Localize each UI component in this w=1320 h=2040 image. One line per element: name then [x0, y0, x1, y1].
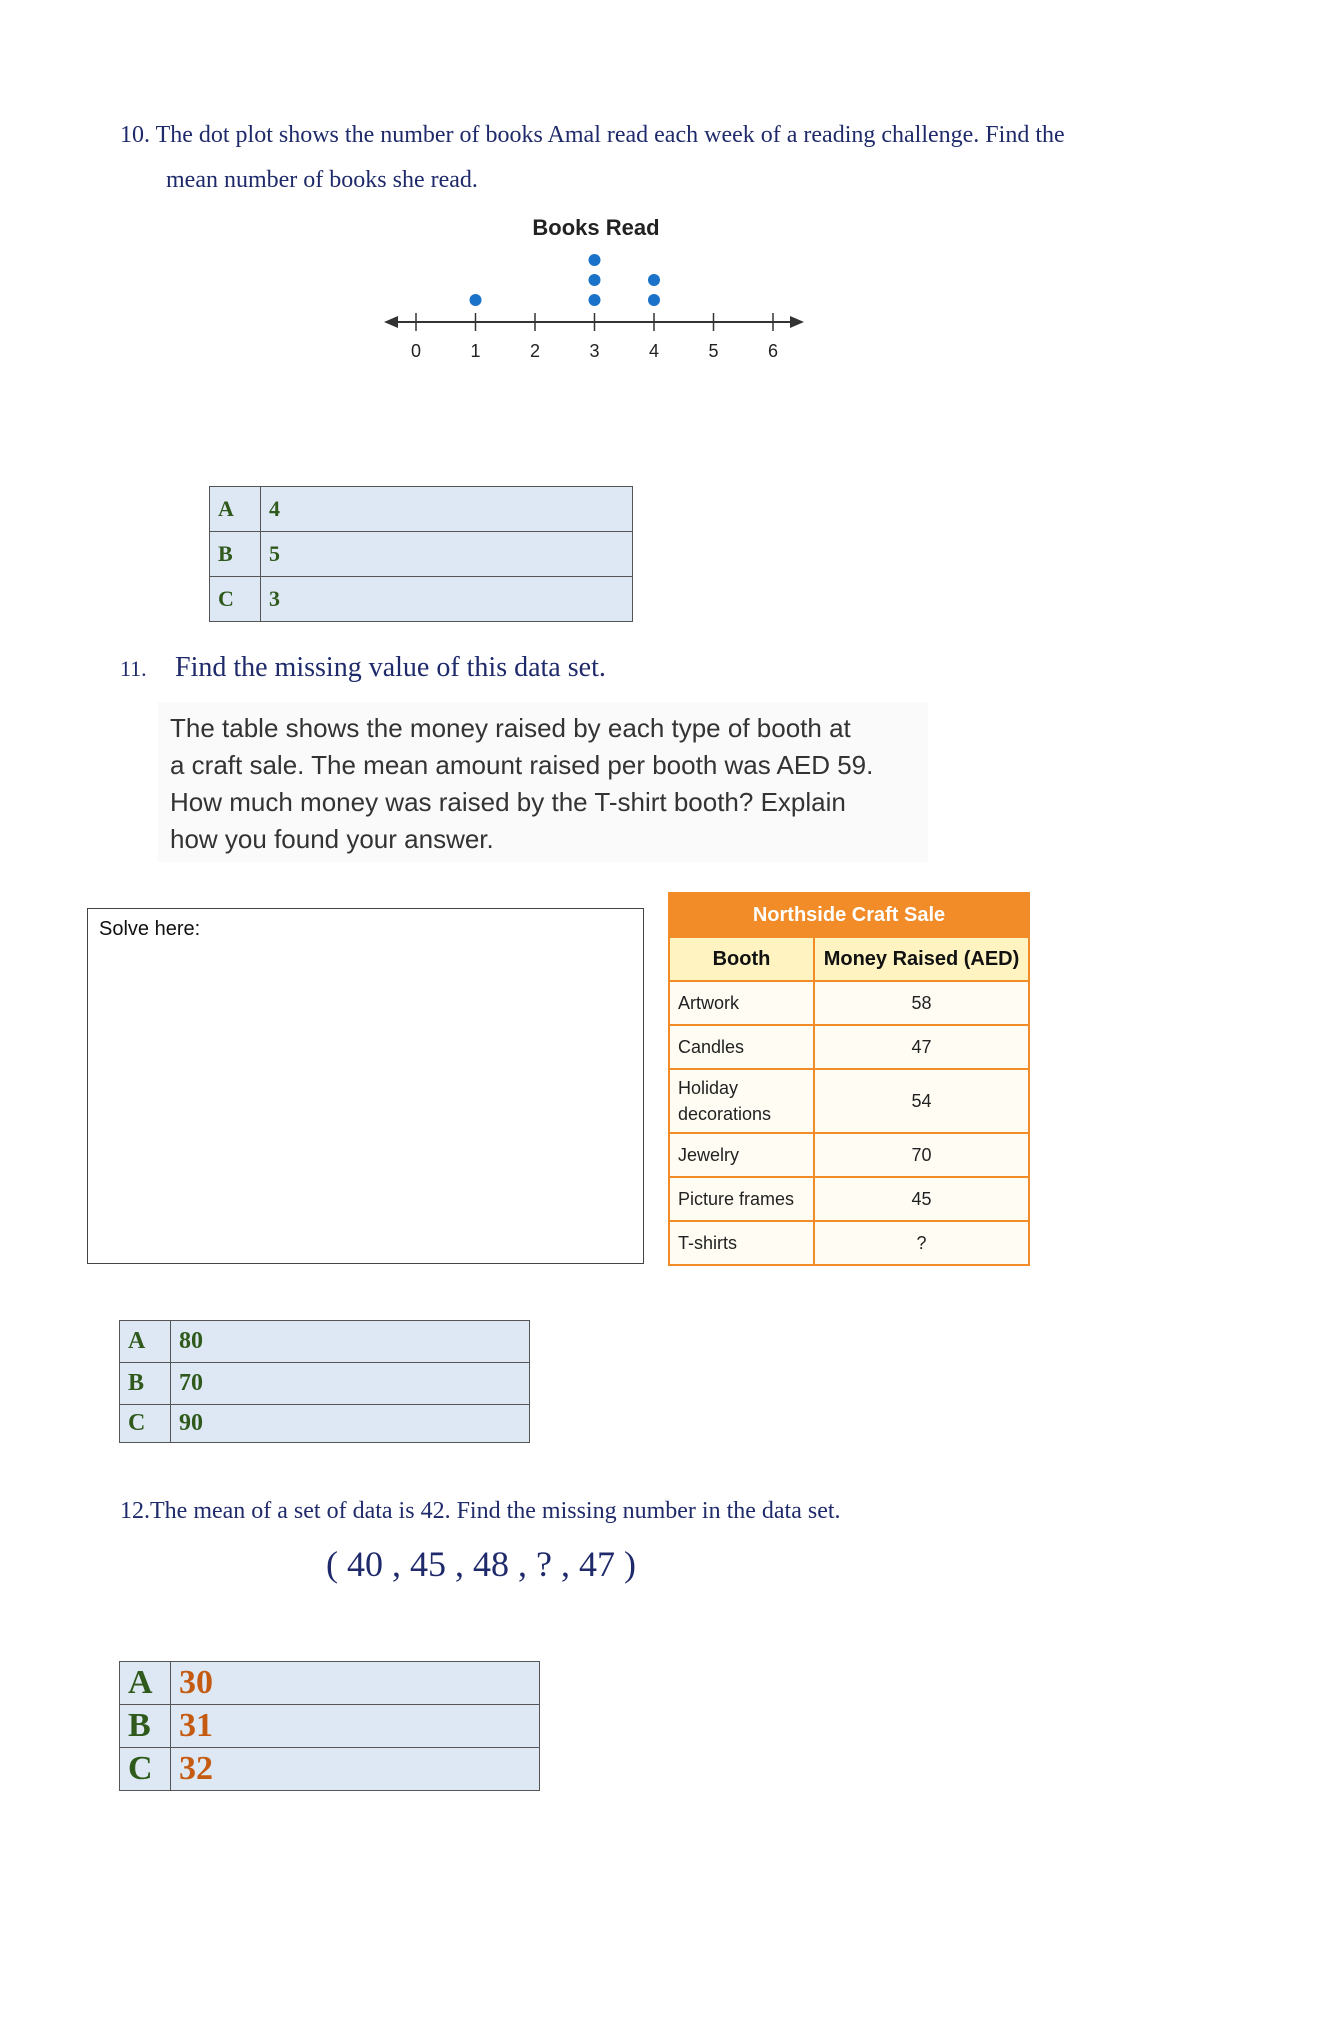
- right-arrow-icon: [790, 316, 804, 328]
- booth-cell: Picture frames: [669, 1177, 814, 1221]
- booth-cell: T-shirts: [669, 1221, 814, 1265]
- option-value: 3: [261, 577, 633, 622]
- tick-label: 0: [410, 341, 422, 361]
- q12-options: [119, 1661, 540, 1791]
- option-letter: C: [120, 1748, 171, 1791]
- option-value: 90: [171, 1405, 530, 1443]
- q10-line2: mean number of books she read.: [166, 167, 478, 193]
- money-cell: ?: [814, 1221, 1029, 1265]
- dot-point: [589, 254, 601, 266]
- option-row[interactable]: [120, 1405, 530, 1443]
- option-row[interactable]: [120, 1321, 530, 1363]
- option-value: 32: [171, 1748, 540, 1791]
- dot-point: [589, 274, 601, 286]
- table-row: [669, 1133, 1029, 1177]
- tick-label: 5: [708, 341, 719, 361]
- option-row[interactable]: [120, 1748, 540, 1791]
- q11-options: [119, 1320, 530, 1443]
- option-row[interactable]: [210, 577, 633, 622]
- option-row[interactable]: [210, 487, 633, 532]
- booth-cell: Jewelry: [669, 1133, 814, 1177]
- option-value: 30: [171, 1662, 540, 1705]
- booth-cell: Holiday decorations: [669, 1069, 814, 1133]
- money-cell: 47: [814, 1025, 1029, 1069]
- q12-data-set: ( 40 , 45 , 48 , ? , 47 ): [326, 1544, 636, 1584]
- dot-plot: [380, 205, 820, 365]
- tick-label: 2: [529, 341, 541, 361]
- option-row[interactable]: [120, 1705, 540, 1748]
- table-title: Northside Craft Sale: [669, 893, 1029, 937]
- q11-number: 11.: [120, 656, 147, 681]
- booth-cell: Artwork: [669, 981, 814, 1025]
- left-arrow-icon: [384, 316, 398, 328]
- dot-point: [470, 294, 482, 306]
- tick-label: 1: [470, 341, 481, 361]
- craft-sale-table: [668, 892, 1030, 1266]
- tick-label: 6: [767, 341, 779, 361]
- option-letter: B: [210, 532, 261, 577]
- tick-label: 4: [648, 341, 660, 361]
- solve-label: Solve here:: [99, 918, 201, 940]
- q11-title: Find the missing value of this data set.: [175, 652, 606, 683]
- option-letter: A: [210, 487, 261, 532]
- option-row[interactable]: [120, 1662, 540, 1705]
- chart-title: Books Read: [532, 215, 660, 240]
- tick-label: 3: [589, 341, 600, 361]
- option-letter: B: [120, 1705, 171, 1748]
- option-letter: C: [120, 1405, 171, 1443]
- option-value: 70: [171, 1363, 530, 1405]
- table-row: [669, 1069, 1029, 1133]
- q12-text: 12.The mean of a set of data is 42. Find the missing number in the data set.: [120, 1498, 841, 1524]
- option-letter: A: [120, 1321, 171, 1363]
- table-row: [669, 1221, 1029, 1265]
- solve-box[interactable]: [87, 908, 644, 1264]
- money-cell: 54: [814, 1069, 1029, 1133]
- prompt-line: a craft sale. The mean amount raised per booth was AED 59.: [170, 750, 874, 780]
- option-value: 5: [261, 532, 633, 577]
- booth-cell: Candles: [669, 1025, 814, 1069]
- dot-point: [648, 274, 660, 286]
- prompt-line: How much money was raised by the T-shirt booth? Explain: [170, 787, 846, 817]
- option-letter: C: [210, 577, 261, 622]
- option-letter: B: [120, 1363, 171, 1405]
- column-header: Money Raised (AED): [814, 937, 1029, 981]
- table-row: [669, 1177, 1029, 1221]
- column-header: Booth: [669, 937, 814, 981]
- prompt-line: The table shows the money raised by each type of booth at: [170, 713, 851, 743]
- table-row: [669, 1025, 1029, 1069]
- prompt-line: how you found your answer.: [170, 824, 494, 854]
- table-row: [669, 981, 1029, 1025]
- money-cell: 58: [814, 981, 1029, 1025]
- option-value: 4: [261, 487, 633, 532]
- q11-prompt: [158, 702, 928, 862]
- dot-point: [589, 294, 601, 306]
- option-row[interactable]: [210, 532, 633, 577]
- option-value: 80: [171, 1321, 530, 1363]
- option-row[interactable]: [120, 1363, 530, 1405]
- option-letter: A: [120, 1662, 171, 1705]
- money-cell: 70: [814, 1133, 1029, 1177]
- option-value: 31: [171, 1705, 540, 1748]
- q10-line1: 10. The dot plot shows the number of books Amal read each week of a reading challenge. Find the: [120, 122, 1065, 148]
- money-cell: 45: [814, 1177, 1029, 1221]
- dot-point: [648, 294, 660, 306]
- q10-options: [209, 486, 633, 622]
